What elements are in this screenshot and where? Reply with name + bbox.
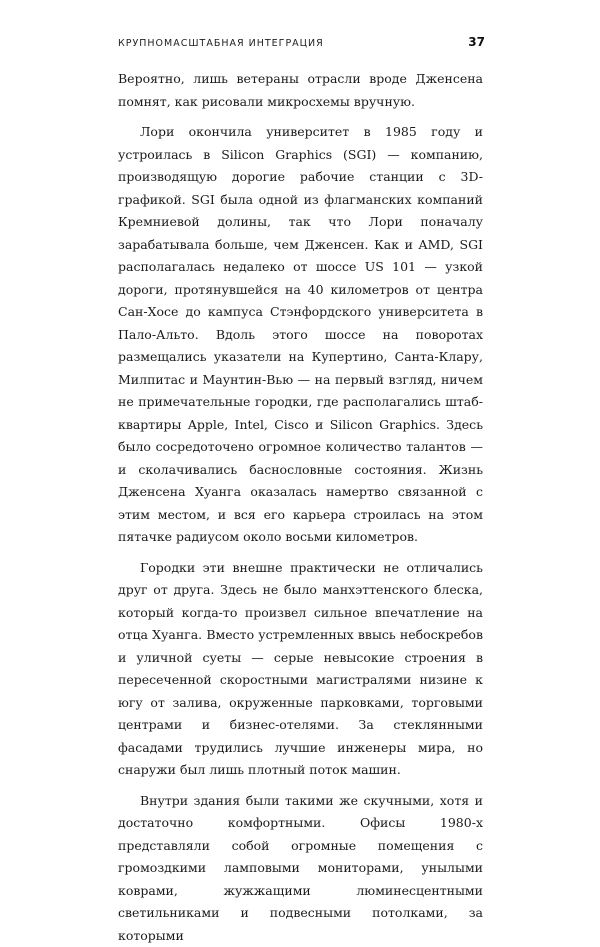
page-number: 37 (468, 35, 485, 49)
running-title: КРУПНОМАСШТАБНАЯ ИНТЕГРАЦИЯ (118, 38, 324, 49)
body-text (118, 68, 483, 947)
paragraph: Городки эти внешне практически не отличались друг от друга. Здесь не было манхэттенского блеска, который когда-то произвел сильное впечатление на отца Хуанга. Вместо устремленных ввысь небоскребов и уличной суеты — серые невысокие строения в пересеченной скоростными магистралями низине к югу от залива, окруженные парковками, торговыми центрами и бизнес-отелями. За стеклянными фасадами трудились лучшие инженеры мира, но снаружи был лишь плотный поток машин. (118, 557, 483, 782)
paragraph: Лори окончила университет в 1985 году и устроилась в Silicon Graphics (SGI) — компанию, производящую дорогие рабочие станции с 3D-графикой. SGI была одной из флагманских компаний Кремниевой долины, так что Лори поначалу зарабатывала больше, чем Дженсен. Как и AMD, SGI располагалась недалеко от шоссе US 101 — узкой дороги, протянувшейся на 40 километров от центра Сан-Хосе до кампуса Стэнфордского университета в Пало-Альто. Вдоль этого шоссе на поворотах размещались указатели на Купертино, Санта-Клару, Милпитас и Маунтин-Вью — на первый взгляд, ничем не примечательные городки, где располагались штаб-квартиры Apple, Intel, Cisco и Silicon Graphics. Здесь было сосредоточено огромное количество талантов — и сколачивались баснословные состояния. Жизнь Дженсена Хуанга оказалась намертво связанной с этим местом, и вся его карьера строилась на этом пятачке радиусом около восьми километров. (118, 121, 483, 549)
paragraph: Вероятно, лишь ветераны отрасли вроде Дженсена помнят, как рисовали микросхемы вручную. (118, 68, 483, 113)
paragraph: Внутри здания были такими же скучными, хотя и достаточно комфортными. Офисы 1980-х представляли собой огромные помещения с громоздкими ламповыми мониторами, унылыми коврами, жужжащими люминесцентными светильниками и подвесными потолками, за которыми (118, 790, 483, 947)
